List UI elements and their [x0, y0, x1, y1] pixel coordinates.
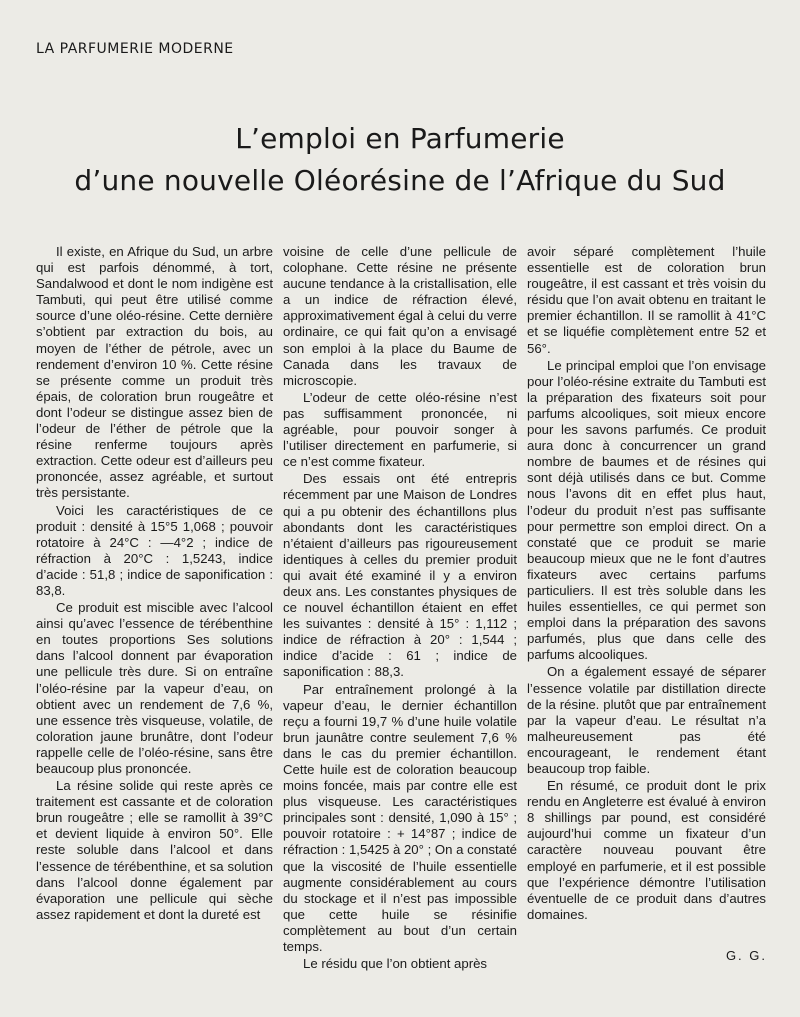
title-line-1: L’emploi en Parfumerie	[235, 122, 565, 155]
paragraph: On a également essayé de séparer l’essence volatile par distillation directe de la résine. plutôt que par entraînement par la vapeur d’eau. Le résultat n’a malheureusement pas été encourageant, le rendement étant beaucoup trop faible.	[527, 664, 766, 776]
paragraph: Ce produit est miscible avec l’alcool ainsi qu’avec l’essence de térébenthine en toutes proportions Ses solutions dans l’alcool donnent par évaporation une pellicule très dure. Si on entraîne l’oléo-résine par la vapeur d’eau, on obtient avec un rendement de 7,6 %, une essence très visqueuse, volatile, de coloration jaune brunâtre, dont l’odeur rappelle celle de l’oléo-résine, sans être beaucoup plus prononcée.	[36, 600, 273, 776]
paragraph: Le résidu que l’on obtient après	[303, 956, 488, 972]
author-signature: G. G.	[725, 948, 767, 963]
paragraph: En résumé, ce produit dont le prix rendu en Angleterre est évalué à environ 8 shillings par pound, est considéré aujourd’hui comme un fixateur d’un caractère nouveau pouvant être employé en parfumerie, et il est possible que l’expérience démontre l’utilisation éventuelle de ce produit dans d’autres domaines.	[527, 778, 766, 922]
column-3	[527, 244, 766, 923]
paragraph: Voici les caractéristiques de ce produit : densité à 15°5 1,068 ; pouvoir rotatoire à 24°C : —4°2 ; indice de réfraction à 20°C : 1,5243, indice d’acide : 51,8 ; indice de saponification : 83,8.	[36, 502, 273, 598]
column-1	[36, 244, 273, 923]
paragraph: Par entraînement prolongé à la vapeur d’eau, le dernier échantillon reçu a fourni 19,7 % d’une huile volatile brun jaunâtre contre seulement 7,6 % dans le cas du premier échantillon. Cette huile est de coloration beaucoup moins foncée, mais par contre elle est plus visqueuse. Les caractéristiques principales sont : densité, 1,090 à 15° ; pouvoir rotatoire : + 14°87 ; indice de réfraction : 1,5425 à 20° ; On a constaté que la viscosité de l’huile essentielle augmente considérablement au cours du stockage et il n’est pas impossible que cette huile se résinifie complètement au bout d’un certain temps.	[283, 681, 518, 955]
paragraph: Des essais ont été entrepris récemment par une Maison de Londres qui a pu obtenir des échantillons plus abondants dont les caractéristiques n’étaient d’ailleurs pas rigoureusement identiques à celles du premier produit qui avait été examiné il y a environ deux ans. Les constantes physiques de ce nouvel échantillon étaient en effet les suivantes : densité à 15° : 1,112 ; indice de réfraction à 20° : 1,544 ; indice d’acide : 61 ; indice de saponification : 88,3.	[283, 471, 517, 680]
paragraph: L’odeur de cette oléo-résine n’est pas suffisamment prononcée, ni agréable, pour pouvoir songer à l’utiliser directement en parfumerie, si ce n’est comme fixateur.	[283, 389, 517, 470]
title-line-2: d’une nouvelle Oléorésine de l’Afrique du Sud	[74, 164, 726, 197]
article-title	[0, 118, 800, 202]
paragraph: Le principal emploi que l’on envisage pour l’oléo-résine extraite du Tambuti est la préparation des fixateurs soit pour parfums alcooliques, soit mieux encore pour les savons parfumés. Ce produit aura donc à concurrencer un grand nombre de baumes et de résines qui sont déjà utilisés dans ce but. Comme nous l’avons dit en effet plus haut, l’odeur du produit n’est pas suffisante pour permettre son emploi direct. On a constaté que ce produit se marie beaucoup mieux que ne le font d’autres fixateurs avec certains parfums particuliers. Il est très soluble dans les huiles essentielles, ce qui permet son emploi dans la préparation des savons parfumés, plus que dans celle des parfums alcooliques.	[527, 357, 766, 663]
paragraph: Il existe, en Afrique du Sud, un arbre qui est parfois dénommé, à tort, Sandalwood et dont le nom indigène est Tambuti, qui peut être utilisé comme source d’une oléo-résine. Cette dernière s’obtient par extraction du bois, au moyen de l’éther de pétrole, avec un rendement d’environ 10 %. Cette résine se présente comme un produit très épais, de coloration brun rougeâtre et dont l’odeur se distingue assez bien de l’odeur de l’éther de pétrole que la résine renferme toujours après extraction. Cette odeur est d’ailleurs peu prononcée, assez agréable, et surtout très persistante.	[36, 244, 273, 501]
column-2	[283, 244, 517, 972]
paragraph: avoir séparé complètement l’huile essentielle est de coloration brun rougeâtre, il est cassant et très voisin du résidu que l’on avait obtenu en traitant le premier échantillon. Il se ramollit à 41°C et se liquéfie complètement entre 52 et 56°.	[527, 244, 766, 356]
paragraph: La résine solide qui reste après ce traitement est cassante et de coloration brun rougeâtre ; elle se ramollit à 39°C et devient liquide à environ 50°. Elle reste soluble dans l’alcool et dans l’essence de térébenthine, et sa solution dans l’alcool donne également par évaporation une pellicule qui sèche assez rapidement et dont la dureté est	[36, 778, 273, 922]
running-head: LA PARFUMERIE MODERNE	[36, 41, 234, 57]
paragraph: voisine de celle d’une pellicule de colophane. Cette résine ne présente aucune tendance à la cristallisation, elle a un indice de réfraction élevé, approximativement égal à celui du verre ordinaire, ce qui fait qu’on a envisagé son emploi à la place du Baume de Canada dans les travaux de microscopie.	[283, 244, 517, 388]
